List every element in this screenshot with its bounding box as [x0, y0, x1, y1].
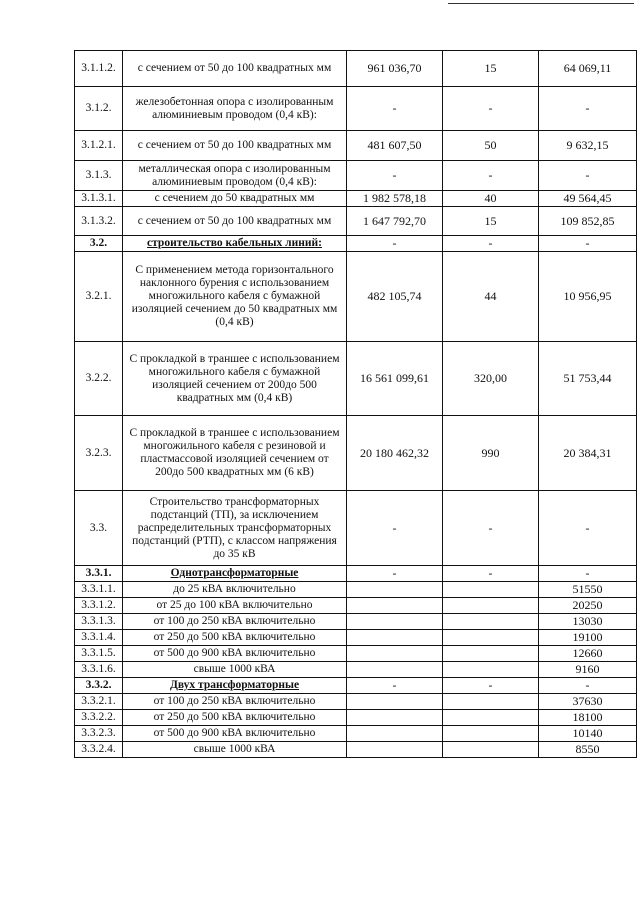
table-row — [75, 710, 637, 726]
row-number: 3.2.3. — [75, 416, 123, 491]
table-row — [75, 694, 637, 710]
row-value-2: 15 — [443, 207, 539, 236]
row-description: С прокладкой в траншее с использованием многожильного кабеля с резиновой и пластмассовой изоляцией сечением от 200до 500 квадратных мм (6 кВ) — [123, 416, 347, 491]
row-value-1 — [347, 646, 443, 662]
row-description: Однотрансформаторные — [123, 566, 347, 582]
row-value-1 — [347, 614, 443, 630]
row-value-2 — [443, 646, 539, 662]
row-value-3: 10140 — [539, 726, 637, 742]
table-row — [75, 236, 637, 252]
row-description: от 250 до 500 кВА включительно — [123, 630, 347, 646]
table-row — [75, 252, 637, 342]
row-value-3: 18100 — [539, 710, 637, 726]
row-number: 3.3.2.4. — [75, 742, 123, 758]
row-value-2 — [443, 710, 539, 726]
row-description: свыше 1000 кВА — [123, 742, 347, 758]
row-value-1: 16 561 099,61 — [347, 342, 443, 416]
row-value-1: 20 180 462,32 — [347, 416, 443, 491]
row-number: 3.3.1.6. — [75, 662, 123, 678]
row-description: от 25 до 100 кВА включительно — [123, 598, 347, 614]
row-description: строительство кабельных линий: — [123, 236, 347, 252]
row-number: 3.1.3.1. — [75, 191, 123, 207]
row-description: металлическая опора с изолированным алюминиевым проводом (0,4 кВ): — [123, 161, 347, 191]
row-value-3: 19100 — [539, 630, 637, 646]
table-row — [75, 646, 637, 662]
row-value-3: 109 852,85 — [539, 207, 637, 236]
row-value-2: - — [443, 678, 539, 694]
row-value-1: 961 036,70 — [347, 51, 443, 87]
table-row — [75, 131, 637, 161]
row-value-3: 20250 — [539, 598, 637, 614]
row-value-2: 40 — [443, 191, 539, 207]
row-number: 3.3.2. — [75, 678, 123, 694]
row-description: до 25 кВА включительно — [123, 582, 347, 598]
row-number: 3.1.3. — [75, 161, 123, 191]
table-row — [75, 51, 637, 87]
row-value-2 — [443, 614, 539, 630]
row-value-1 — [347, 726, 443, 742]
header-rule — [448, 3, 634, 4]
row-description: Двух трансформаторные — [123, 678, 347, 694]
row-number: 3.1.1.2. — [75, 51, 123, 87]
row-value-3: - — [539, 87, 637, 131]
row-value-2: 44 — [443, 252, 539, 342]
row-description: с сечением до 50 квадратных мм — [123, 191, 347, 207]
table-row — [75, 582, 637, 598]
table-row — [75, 614, 637, 630]
row-value-2: - — [443, 236, 539, 252]
row-value-3: - — [539, 491, 637, 566]
row-value-3: 64 069,11 — [539, 51, 637, 87]
row-value-1: - — [347, 236, 443, 252]
row-value-2: - — [443, 566, 539, 582]
row-value-2 — [443, 662, 539, 678]
row-value-2: 320,00 — [443, 342, 539, 416]
table-row — [75, 662, 637, 678]
row-value-3: - — [539, 566, 637, 582]
tariff-table — [74, 50, 637, 758]
row-value-1 — [347, 630, 443, 646]
row-value-2: - — [443, 161, 539, 191]
table-row — [75, 566, 637, 582]
row-value-3: - — [539, 236, 637, 252]
row-number: 3.3.1.1. — [75, 582, 123, 598]
table-row — [75, 191, 637, 207]
row-value-1 — [347, 598, 443, 614]
row-number: 3.3.1.2. — [75, 598, 123, 614]
row-value-3: - — [539, 678, 637, 694]
row-value-2 — [443, 726, 539, 742]
row-value-1: - — [347, 678, 443, 694]
row-value-3: 10 956,95 — [539, 252, 637, 342]
row-value-3: - — [539, 161, 637, 191]
row-description: с сечением от 50 до 100 квадратных мм — [123, 51, 347, 87]
row-value-2: - — [443, 491, 539, 566]
row-number: 3.2.2. — [75, 342, 123, 416]
row-description: с сечением от 50 до 100 квадратных мм — [123, 131, 347, 161]
row-number: 3.3.1. — [75, 566, 123, 582]
row-value-3: 9 632,15 — [539, 131, 637, 161]
row-description: от 500 до 900 кВА включительно — [123, 726, 347, 742]
row-value-3: 49 564,45 — [539, 191, 637, 207]
row-value-2: 50 — [443, 131, 539, 161]
row-value-1: - — [347, 161, 443, 191]
table-row — [75, 678, 637, 694]
row-value-1 — [347, 694, 443, 710]
table-row — [75, 416, 637, 491]
row-value-3: 9160 — [539, 662, 637, 678]
row-value-1: - — [347, 491, 443, 566]
row-value-3: 20 384,31 — [539, 416, 637, 491]
row-value-1: - — [347, 566, 443, 582]
row-description: от 250 до 500 кВА включительно — [123, 710, 347, 726]
row-description: Строительство трансформаторных подстанций (ТП), за исключением распределительных трансформаторных подстанций (РТП), с классом напряжения до 35 кВ — [123, 491, 347, 566]
row-number: 3.2. — [75, 236, 123, 252]
row-number: 3.1.2.1. — [75, 131, 123, 161]
table-row — [75, 161, 637, 191]
row-number: 3.3.2.1. — [75, 694, 123, 710]
row-value-1: 482 105,74 — [347, 252, 443, 342]
row-value-1: 481 607,50 — [347, 131, 443, 161]
row-value-1: - — [347, 87, 443, 131]
row-value-2: 990 — [443, 416, 539, 491]
row-value-3: 12660 — [539, 646, 637, 662]
row-value-2: - — [443, 87, 539, 131]
row-value-3: 51550 — [539, 582, 637, 598]
row-value-2 — [443, 694, 539, 710]
row-value-2 — [443, 598, 539, 614]
row-value-1 — [347, 582, 443, 598]
row-number: 3.3.1.4. — [75, 630, 123, 646]
table-row — [75, 726, 637, 742]
table-row — [75, 342, 637, 416]
table-row — [75, 87, 637, 131]
row-description: от 100 до 250 кВА включительно — [123, 694, 347, 710]
row-description: от 100 до 250 кВА включительно — [123, 614, 347, 630]
row-number: 3.3.2.2. — [75, 710, 123, 726]
row-number: 3.3.1.5. — [75, 646, 123, 662]
table-row — [75, 491, 637, 566]
row-value-1: 1 647 792,70 — [347, 207, 443, 236]
row-number: 3.1.3.2. — [75, 207, 123, 236]
row-number: 3.3.2.3. — [75, 726, 123, 742]
row-value-1: 1 982 578,18 — [347, 191, 443, 207]
row-value-1 — [347, 662, 443, 678]
row-number: 3.3.1.3. — [75, 614, 123, 630]
table-row — [75, 742, 637, 758]
row-value-2 — [443, 742, 539, 758]
row-value-2 — [443, 630, 539, 646]
row-number: 3.3. — [75, 491, 123, 566]
row-description: С применением метода горизонтального наклонного бурения с использованием многожильного кабеля с бумажной изоляцией сечением до 50 квадратных мм (0,4 кВ) — [123, 252, 347, 342]
table-row — [75, 207, 637, 236]
row-value-1 — [347, 710, 443, 726]
row-description: железобетонная опора с изолированным алюминиевым проводом (0,4 кВ): — [123, 87, 347, 131]
table-row — [75, 598, 637, 614]
row-description: с сечением от 50 до 100 квадратных мм — [123, 207, 347, 236]
table-row — [75, 630, 637, 646]
row-value-3: 51 753,44 — [539, 342, 637, 416]
row-description: С прокладкой в траншее с использованием многожильного кабеля с бумажной изоляцией сечением от 200до 500 квадратных мм (0,4 кВ) — [123, 342, 347, 416]
row-value-2 — [443, 582, 539, 598]
row-value-1 — [347, 742, 443, 758]
row-description: свыше 1000 кВА — [123, 662, 347, 678]
row-number: 3.2.1. — [75, 252, 123, 342]
row-number: 3.1.2. — [75, 87, 123, 131]
row-value-3: 37630 — [539, 694, 637, 710]
row-value-2: 15 — [443, 51, 539, 87]
row-value-3: 13030 — [539, 614, 637, 630]
row-value-3: 8550 — [539, 742, 637, 758]
row-description: от 500 до 900 кВА включительно — [123, 646, 347, 662]
